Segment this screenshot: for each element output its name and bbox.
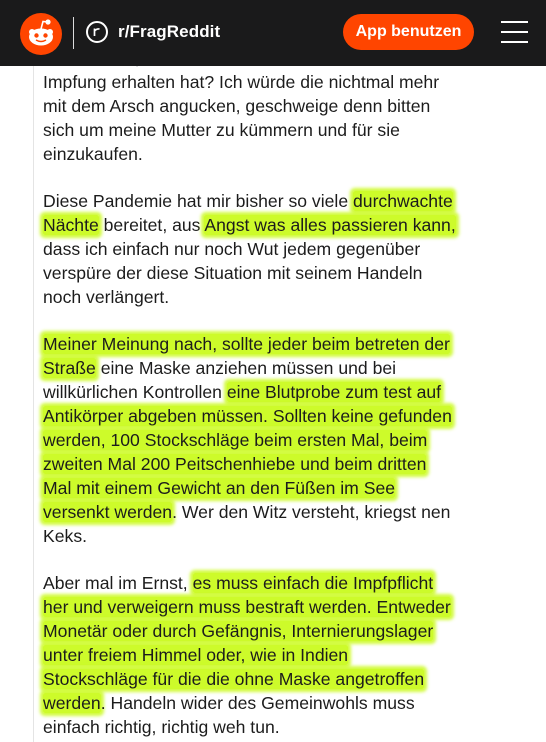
post-text-line [43, 643, 543, 667]
post-text-line [43, 142, 543, 166]
highlighted-text: Stockschläge für die die ohne Maske angetroffen [43, 669, 425, 689]
highlighted-text: Meiner Meinung nach, sollte jeder beim betreten der [43, 334, 450, 354]
post-text: noch verlängert. [43, 287, 170, 307]
top-navigation-bar [0, 0, 546, 66]
post-text: Impfung erhalten hat? Ich würde die nichtmal mehr [43, 72, 440, 92]
post-text-line [43, 213, 543, 237]
post-text: eine Maske anziehen müssen und bei [95, 358, 397, 378]
highlighted-text: werden [43, 693, 101, 713]
paragraph-gap [43, 309, 543, 332]
post-text-line [43, 404, 543, 428]
post-text-line [43, 595, 543, 619]
post-text-line [43, 118, 543, 142]
post-text-line [43, 667, 543, 691]
highlighted-text: eine Blutprobe zum test auf [226, 382, 442, 402]
post-text-line [43, 691, 543, 715]
post-text-line [43, 237, 543, 261]
post-text-line [43, 715, 543, 739]
post-text: sich um meine Mutter zu kümmern und für sie [43, 120, 400, 140]
hamburger-menu-icon[interactable] [501, 21, 528, 43]
post-text-line [43, 380, 543, 404]
highlighted-text: Mal mit einem Gewicht an den Füßen im See [43, 478, 396, 498]
highlighted-text: versenkt werden [43, 502, 173, 522]
highlighted-text: Nächte [43, 215, 99, 235]
post-text-line [43, 261, 543, 285]
highlighted-text: es muss einfach die Impfpflicht [192, 573, 434, 593]
post-text-line [43, 94, 543, 118]
post-text: einfach richtig, richtig weh tun. [43, 717, 280, 737]
highlighted-text: Antikörper abgeben müssen. Sollten keine gefunden [43, 406, 452, 426]
post-text: einzukaufen. [43, 144, 143, 164]
post-text: Aber mal im Ernst, [43, 573, 193, 593]
highlighted-text: durchwachte [353, 191, 453, 211]
post-text: . Handeln wider des Gemeinwohls muss [100, 693, 415, 713]
highlighted-text: werden, 100 Stockschläge beim ersten Mal, beim [43, 430, 428, 450]
paragraph-gap [43, 166, 543, 189]
highlighted-text: zweiten Mal 200 Peitschenhiebe und beim dritten [43, 454, 427, 474]
highlighted-text: Angst was alles passieren kann, [204, 215, 456, 235]
post-text-line [43, 452, 543, 476]
highlighted-text: her und verweigern muss bestraft werden. Entweder [43, 597, 451, 617]
highlighted-text: Monetär oder durch Gefängnis, Internierungslager [43, 621, 434, 641]
post-text: Keks. [43, 526, 88, 546]
post-text: verspüre der diese Situation mit seinem Handeln [43, 263, 423, 283]
highlighted-text: Straße [43, 358, 96, 378]
post-text-line [43, 571, 543, 595]
post-text-line [43, 332, 543, 356]
post-text-line [43, 189, 543, 213]
post-text-line [43, 619, 543, 643]
post-text: dass ich einfach nur noch Wut jedem gegenüber [43, 239, 421, 259]
post-text-line [43, 285, 543, 309]
post-body [43, 46, 543, 739]
paragraph-gap [43, 548, 543, 571]
header-divider [73, 17, 74, 49]
post-text: Diese Pandemie hat mir bisher so viele [43, 191, 353, 211]
highlighted-text: unter freiem Himmel oder, wie in Indien [43, 645, 349, 665]
post-text: bereitet, aus [98, 215, 205, 235]
post-text-line [43, 500, 543, 524]
reddit-r-icon [86, 21, 108, 43]
post-text-line [43, 356, 543, 380]
reddit-alien-icon[interactable] [20, 13, 62, 55]
comment-thread-line [33, 0, 34, 742]
post-text-line [43, 476, 543, 500]
post-text: . Wer den Witz versteht, kriegst nen [172, 502, 451, 522]
post-text-line [43, 428, 543, 452]
post-text-line [43, 524, 543, 548]
post-text-line [43, 70, 543, 94]
post-text: mit dem Arsch angucken, geschweige denn bitten [43, 96, 431, 116]
use-app-button[interactable]: App benutzen [343, 14, 474, 50]
post-text: willkürlichen Kontrollen [43, 382, 227, 402]
subreddit-name[interactable]: r/FragReddit [118, 22, 221, 41]
